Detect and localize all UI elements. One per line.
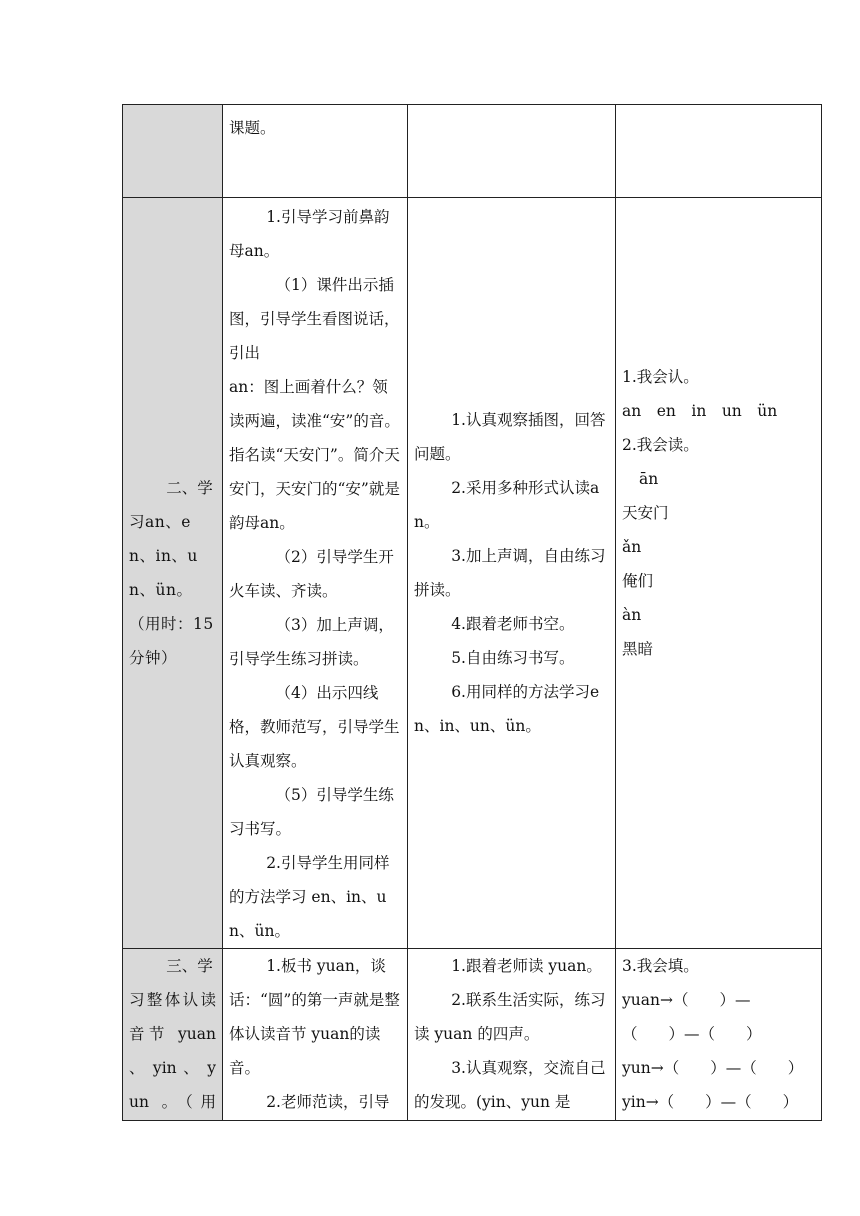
text-line: （1）课件出示插图，引导学生看图说话，引出 xyxy=(229,276,400,362)
exercise-cell xyxy=(616,949,822,1121)
text-line: 2.我会读。 xyxy=(622,436,699,454)
text-line: （5）引导学生练习书写。 xyxy=(229,786,394,838)
text-line: （3）加上声调，引导学生练习拼读。 xyxy=(229,616,394,668)
text-line: 1.跟着老师读 yuan。 xyxy=(451,957,602,975)
stage-cell xyxy=(123,198,223,949)
text-line: 4.跟着老师书空。 xyxy=(451,615,575,633)
text-line: yin→（ ）—（ ） xyxy=(622,1093,799,1111)
text-line: 2.采用多种形式认读an。 xyxy=(414,479,600,531)
exercise-cell xyxy=(616,198,822,949)
text-line: an：图上画着什么？领读两遍，读准“安”的音。指名读“天安门”。简介天安门，天安门的“安”就是韵母an。 xyxy=(229,378,400,532)
student-activity-cell xyxy=(408,949,616,1121)
teacher-activity-cell xyxy=(223,198,408,949)
text-line: 6.用同样的方法学习en、in、un、ün。 xyxy=(414,683,600,735)
stage-description: 习整体认读音节 yuan 、 yin 、 yun 。（用 xyxy=(129,991,216,1111)
text-line: 2.老师范读，引导 xyxy=(266,1093,390,1111)
text-line: 5.自由练习书写。 xyxy=(451,649,575,667)
text-line: 2.联系生活实际，练习读 yuan 的四声。 xyxy=(414,991,606,1043)
lesson-plan-table xyxy=(122,104,822,1121)
text-line: 课题。 xyxy=(229,119,276,137)
text-line: 3.认真观察，交流自己的发现。(yin、yun 是 xyxy=(414,1059,606,1111)
text-line: yuan→（ ）— xyxy=(622,991,751,1009)
text-line: （4）出示四线格，教师范写，引导学生认真观察。 xyxy=(229,684,400,770)
student-activity-cell xyxy=(408,198,616,949)
teacher-activity-cell xyxy=(223,105,408,198)
text-line: an en in un ün xyxy=(622,402,778,420)
text-line: ǎn xyxy=(622,538,642,556)
exercise-cell xyxy=(616,105,822,198)
text-line: ān xyxy=(639,470,659,488)
stage-heading: 三、学 xyxy=(166,957,213,975)
text-line: 3.我会填。 xyxy=(622,957,699,975)
teacher-activity-cell xyxy=(223,949,408,1121)
text-line: àn xyxy=(622,606,642,624)
table-row xyxy=(123,949,822,1121)
stage-cell xyxy=(123,949,223,1121)
text-line: 黑暗 xyxy=(622,640,654,658)
stage-cell xyxy=(123,105,223,198)
text-line: （2）引导学生开火车读、齐读。 xyxy=(229,548,394,600)
text-line: 2.引导学生用同样的方法学习 en、in、un、ün。 xyxy=(229,854,390,940)
text-line: 天安门 xyxy=(622,504,669,522)
text-line: 1.板书 yuan，谈话：“圆”的第一声就是整体认读音节 yuan的读音。 xyxy=(229,957,400,1077)
text-line: 俺们 xyxy=(622,572,654,590)
table-row xyxy=(123,198,822,949)
table-row xyxy=(123,105,822,198)
text-line: 1.我会认。 xyxy=(622,368,699,386)
text-line: 1.引导学习前鼻韵母an。 xyxy=(229,208,390,260)
stage-description: 习an、en、in、un、ün。（用时：15分钟） xyxy=(129,513,214,667)
text-line: 1.认真观察插图，回答问题。 xyxy=(414,411,606,463)
text-line: （ ）—（ ） xyxy=(622,1025,762,1043)
stage-heading: 二、学 xyxy=(166,479,213,497)
text-line: yun→（ ）—（ ） xyxy=(622,1059,804,1077)
student-activity-cell xyxy=(408,105,616,198)
text-line: 3.加上声调，自由练习拼读。 xyxy=(414,547,606,599)
